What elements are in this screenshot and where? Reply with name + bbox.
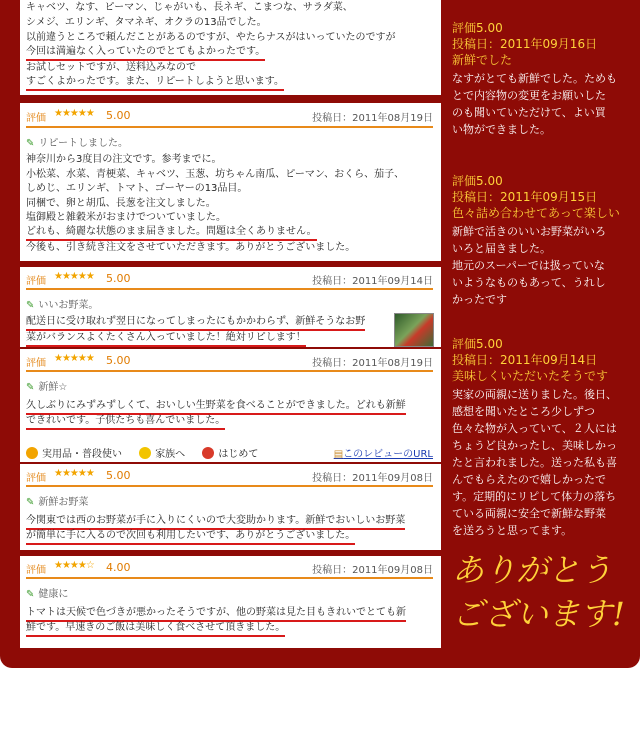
review-line: 配送日に受け取れず翌日になってしまったにもかかわらず、新鮮そうなお野 bbox=[26, 315, 365, 331]
pencil-icon: ✎ bbox=[26, 300, 35, 311]
document-icon: ▤ bbox=[333, 449, 344, 460]
divider bbox=[26, 126, 433, 128]
side-score: 評価5.00 bbox=[452, 337, 503, 351]
review-card bbox=[20, 349, 441, 462]
review-url-link[interactable]: ▤このレビューのURL bbox=[333, 449, 433, 460]
thumb-icon bbox=[26, 447, 38, 459]
review-title: ✎ 新鮮☆ bbox=[26, 382, 68, 393]
review-line: しめじ、エリンギ、トマト、ゴーヤーの13品目。 bbox=[26, 183, 248, 194]
rating-score: 5.00 bbox=[106, 272, 131, 285]
review-card-top bbox=[20, 0, 441, 95]
rating-label: 評価 bbox=[26, 358, 46, 369]
tag-label: はじめて bbox=[218, 449, 259, 460]
side-date: 投稿日：2011年09月14日 bbox=[452, 353, 598, 367]
product-photo[interactable] bbox=[394, 313, 434, 347]
divider bbox=[26, 577, 433, 579]
rating-label: 評価 bbox=[26, 276, 46, 287]
review-line: キャベツ、なす、ピーマン、じゃがいも、長ネギ、こまつな、サラダ菜、 bbox=[26, 2, 353, 13]
side-title: 美味しくいただいたそうです bbox=[452, 369, 609, 383]
review-card bbox=[20, 267, 441, 347]
rating-label: 評価 bbox=[26, 565, 46, 576]
tag-label: 家族へ bbox=[155, 449, 186, 460]
post-date: 投稿日：2011年09月08日 bbox=[312, 473, 433, 484]
pencil-icon: ✎ bbox=[26, 497, 35, 508]
review-line: 以前違うところで頼んだことがあるのですが、やたらナスがはいっていたのですが bbox=[26, 32, 396, 43]
review-tags bbox=[26, 445, 433, 460]
review-line: 塩御殿と雑穀米がおまけでついていました。 bbox=[26, 212, 226, 223]
side-title: 色々詰め合わせてあって楽しい bbox=[452, 206, 620, 220]
review-line: シメジ、エリンギ、タマネギ、オクラの13品でした。 bbox=[26, 17, 267, 28]
review-title: ✎ リピートしました。 bbox=[26, 138, 128, 149]
review-title: ✎ いいお野菜。 bbox=[26, 300, 99, 311]
divider bbox=[26, 288, 433, 290]
review-header bbox=[26, 352, 433, 370]
side-date: 投稿日：2011年09月15日 bbox=[452, 190, 598, 204]
side-review bbox=[452, 336, 632, 539]
star-rating-icon: ★★★★★ bbox=[54, 353, 94, 364]
review-card bbox=[20, 103, 441, 261]
pencil-icon: ✎ bbox=[26, 589, 35, 600]
review-line: が簡単に手に入るので次回も利用したいです、ありがとうございました。 bbox=[26, 529, 355, 545]
review-header bbox=[26, 270, 433, 288]
review-line: 今回は満遍なく入っていたのでとてもよかったです。 bbox=[26, 45, 265, 61]
thank-you-message: ありがとう ございます! bbox=[452, 551, 625, 633]
review-header bbox=[26, 559, 433, 577]
divider bbox=[26, 370, 433, 372]
rating-score: 5.00 bbox=[106, 109, 131, 122]
rating-score: 5.00 bbox=[106, 469, 131, 482]
review-line: 今後も、引き続き注文をさせていただきます。ありがとうございました。 bbox=[26, 242, 356, 253]
reviews-column bbox=[20, 0, 441, 652]
star-rating-icon: ★★★★☆ bbox=[54, 560, 94, 571]
pencil-icon: ✎ bbox=[26, 138, 35, 149]
divider bbox=[26, 485, 433, 487]
review-line: できれいです。子供たちも喜んでいました。 bbox=[26, 414, 225, 430]
rating-label: 評価 bbox=[26, 473, 46, 484]
post-date: 投稿日：2011年08月19日 bbox=[312, 358, 433, 369]
review-title: ✎ 新鮮お野菜 bbox=[26, 497, 89, 508]
post-date: 投稿日：2011年09月14日 bbox=[312, 276, 433, 287]
post-date: 投稿日：2011年08月19日 bbox=[312, 113, 433, 124]
side-date: 投稿日：2011年09月16日 bbox=[452, 37, 598, 51]
side-body: なすがとても新鮮でした。ためも とで内容物の変更をお願いした のも聞いていただけて、よい買 い物ができました。 bbox=[452, 72, 617, 136]
review-header bbox=[26, 467, 433, 485]
rating-score: 4.00 bbox=[106, 561, 131, 574]
review-header bbox=[26, 107, 433, 125]
review-title: ✎ 健康に bbox=[26, 589, 69, 600]
review-line: 神奈川から3度目の注文です。参考までに。 bbox=[26, 154, 222, 165]
review-line: 鮮です。早速きのご飯は美味しく食べさせて頂きました。 bbox=[26, 621, 285, 637]
review-line: お試しセットですが、送料込みなので bbox=[26, 62, 196, 73]
star-rating-icon: ★★★★★ bbox=[54, 271, 94, 282]
pencil-icon: ✎ bbox=[26, 382, 35, 393]
side-review bbox=[452, 173, 632, 308]
tag-label: 実用品・普段使い bbox=[42, 449, 122, 460]
review-line: 同梱で、卵と胡瓜、長葱を注文しました。 bbox=[26, 198, 216, 209]
side-review bbox=[452, 20, 632, 138]
review-line: 今関東では西のお野菜が手に入りにくいので大変助かります。新鮮でおいしいお野菜 bbox=[26, 514, 405, 530]
review-card bbox=[20, 556, 441, 648]
star-rating-icon: ★★★★★ bbox=[54, 108, 94, 119]
review-line: トマトは天候で色づきが悪かったそうですが、他の野菜は見た目もきれいでとても新 bbox=[26, 606, 406, 622]
side-body: 新鮮で活きのいいお野菜がいろ いろと届きました。 地元のスーパーでは扱っていな いようなものもあって、うれし かったです bbox=[452, 225, 606, 306]
review-line: どれも、綺麗な状態のまま届きました。問題は全くありません。 bbox=[26, 225, 317, 241]
review-line: 小松菜、水菜、青梗菜、キャベツ、玉葱、坊ちゃん南瓜、ピーマン、おくら、茄子、 bbox=[26, 169, 405, 180]
side-score: 評価5.00 bbox=[452, 21, 503, 35]
rating-label: 評価 bbox=[26, 113, 46, 124]
review-line: 菜がバランスよくたくさん入っていました！絶対リピします！ bbox=[26, 331, 306, 347]
star-rating-icon: ★★★★★ bbox=[54, 468, 94, 479]
side-body: 実家の両親に送りました。後日、 感想を聞いたところ少しずつ 色々な物が入っていて、２人には ちょうど良かったし、美味しかっ たと言われました。送った私も喜 んでもらえたので嬉しかったで す。定期的にリピして体力の落ち ている両親に安全で新鮮な野菜 を送ろうと思ってます。 bbox=[452, 388, 617, 537]
review-line: すごくよかったです。また、リピートしようと思います。 bbox=[26, 75, 284, 91]
review-line: 久しぶりにみずみずしくて、おいしい生野菜を食べることができました。どれも新鮮 bbox=[26, 399, 406, 415]
side-score: 評価5.00 bbox=[452, 174, 503, 188]
post-date: 投稿日：2011年09月08日 bbox=[312, 565, 433, 576]
side-title: 新鮮でした bbox=[452, 53, 513, 67]
rating-score: 5.00 bbox=[106, 354, 131, 367]
family-icon bbox=[139, 447, 151, 459]
first-time-icon bbox=[202, 447, 214, 459]
review-card bbox=[20, 464, 441, 550]
